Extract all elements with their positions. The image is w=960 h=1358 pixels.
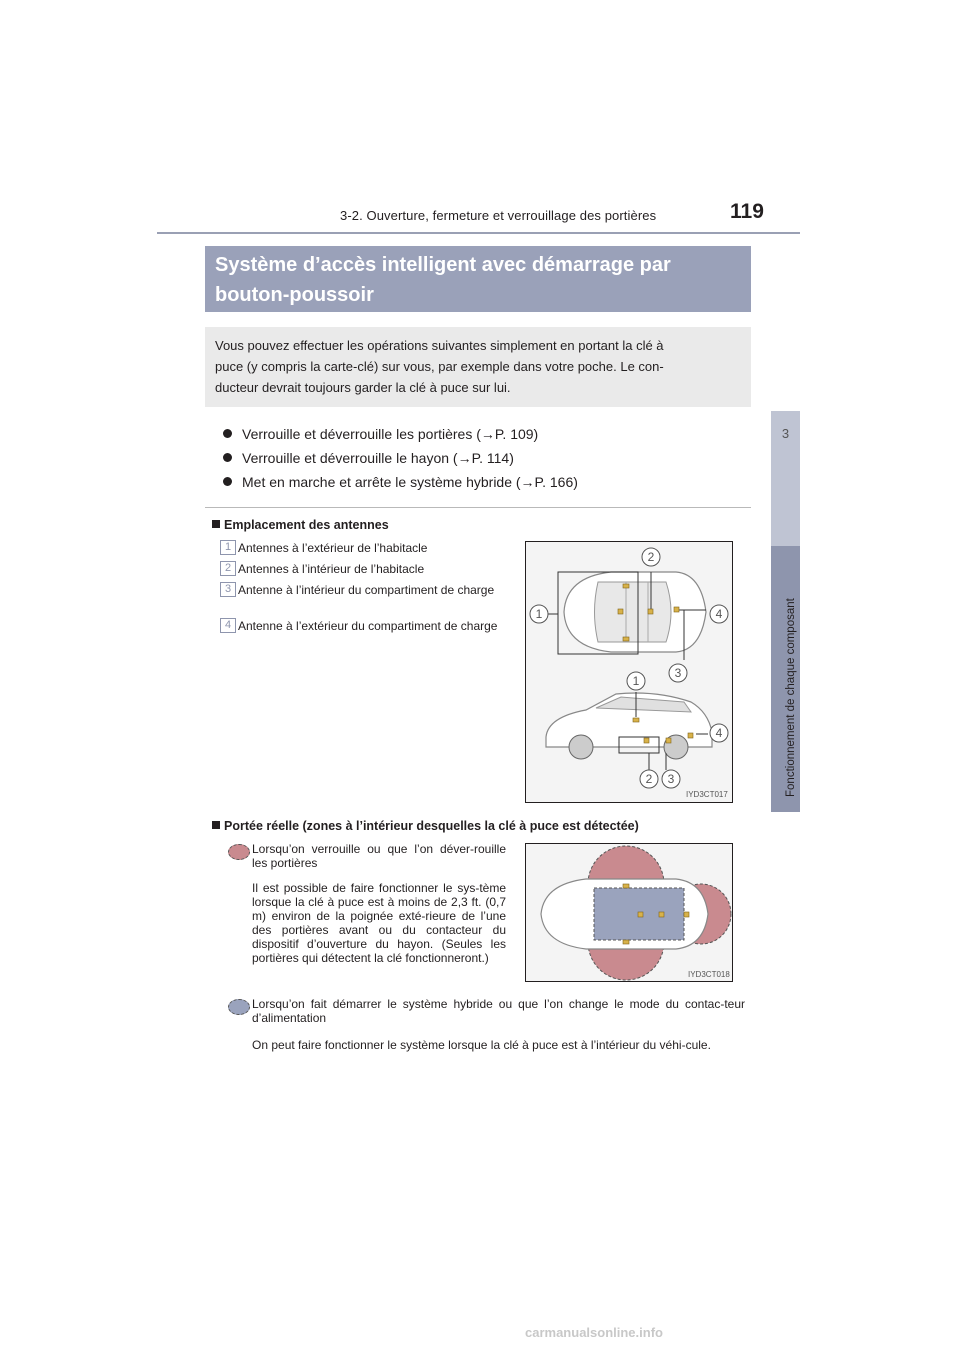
chapter-number: 3 [781,426,790,441]
range-diagram [526,844,732,981]
antenna-item-text: Antenne à l’extérieur du compartiment de charge [238,619,498,633]
zone-exterior-icon [228,844,250,860]
range-figure [525,843,733,982]
square-bullet-icon [212,520,220,528]
zone-interior-icon [228,999,250,1015]
square-bullet-icon [212,821,220,829]
callout-label: 3 [674,666,682,680]
zone2-text: On peut faire fonctionner le système lorsque la clé à puce est à l’intérieur du véhi-cule. [252,1038,711,1052]
footer-watermark: carmanualsonline.info [525,1325,663,1340]
antennas-heading [212,518,389,532]
number-badge: 1 [220,540,236,555]
antenna-item-text: Antenne à l’intérieur du compartiment de charge [238,583,495,597]
antennas-heading-text: Emplacement des antennes [224,518,389,532]
bullet-icon [223,429,232,438]
running-header-section: 3-2. Ouverture, fermeture et verrouillage des portières [340,208,657,223]
bullet-icon [223,477,232,486]
callout-label: 1 [535,607,543,621]
bullet-text: Verrouille et déverrouille les portières (→P. 109) [242,426,539,442]
callout-label: 1 [632,674,640,688]
page-number: 119 [730,200,764,223]
bullet-text: Met en marche et arrête le système hybride (→P. 166) [242,474,578,490]
antenna-diagram [526,542,732,802]
bullet-text: Verrouille et déverrouille le hayon (→P. 114) [242,450,514,466]
number-badge: 2 [220,561,236,576]
callout-label: 4 [715,726,723,740]
intro-line1: Vous pouvez effectuer les opérations suivantes simplement en portant la clé à [215,338,664,353]
section-title-line1: Système d’accès intelligent avec démarrage par [215,254,671,276]
bullet-item [223,426,538,442]
number-badge: 4 [220,618,236,633]
bullet-item [223,450,514,466]
callout-label: 4 [715,607,723,621]
intro-line3: ducteur devrait toujours garder la clé à puce sur lui. [215,380,511,395]
antenna-figure [525,541,733,803]
header-rule [157,232,800,234]
car-side-view-image [546,693,712,759]
callout-label: 3 [667,772,675,786]
number-badge: 3 [220,582,236,597]
antenna-item-text: Antennes à l’extérieur de l’habitacle [238,541,428,555]
chapter-title: Fonctionnement de chaque composant [785,598,797,797]
figure-code: IYD3CT018 [688,970,730,979]
zone1-text: Il est possible de faire fonctionner le sys-tème lorsque la clé à puce est à moins de 2,3 ft. (0,7 m) environ de la poignée exté-rieure de l’une des portières avant ou du contacteur du dispositif d’ouverture du hayon. (Seules les portières qui détectent la clé fonctionneront.) [252,881,506,965]
section-title-line2: bouton-poussoir [215,284,374,306]
separator [205,507,751,508]
range-heading [212,819,639,833]
bullet-icon [223,453,232,462]
zone1-title: Lorsqu’on verrouille ou que l’on déver-rouille les portières [252,842,506,870]
intro-line2: puce (y compris la carte-clé) sur vous, par exemple dans votre poche. Le con- [215,359,664,374]
car-top-view-image [564,572,706,652]
intro-box [205,327,751,407]
callout-label: 2 [645,772,653,786]
bullet-item [223,474,578,490]
range-heading-text: Portée réelle (zones à l’intérieur desquelles la clé à puce est détectée) [224,819,639,833]
callout-label: 2 [647,550,655,564]
figure-code: IYD3CT017 [686,790,728,799]
zone2-title: Lorsqu’on fait démarrer le système hybride ou que l’on change le mode du contac-teur d’alimentation [252,997,745,1025]
section-title [205,246,751,312]
antenna-item-text: Antennes à l’intérieur de l’habitacle [238,562,425,576]
